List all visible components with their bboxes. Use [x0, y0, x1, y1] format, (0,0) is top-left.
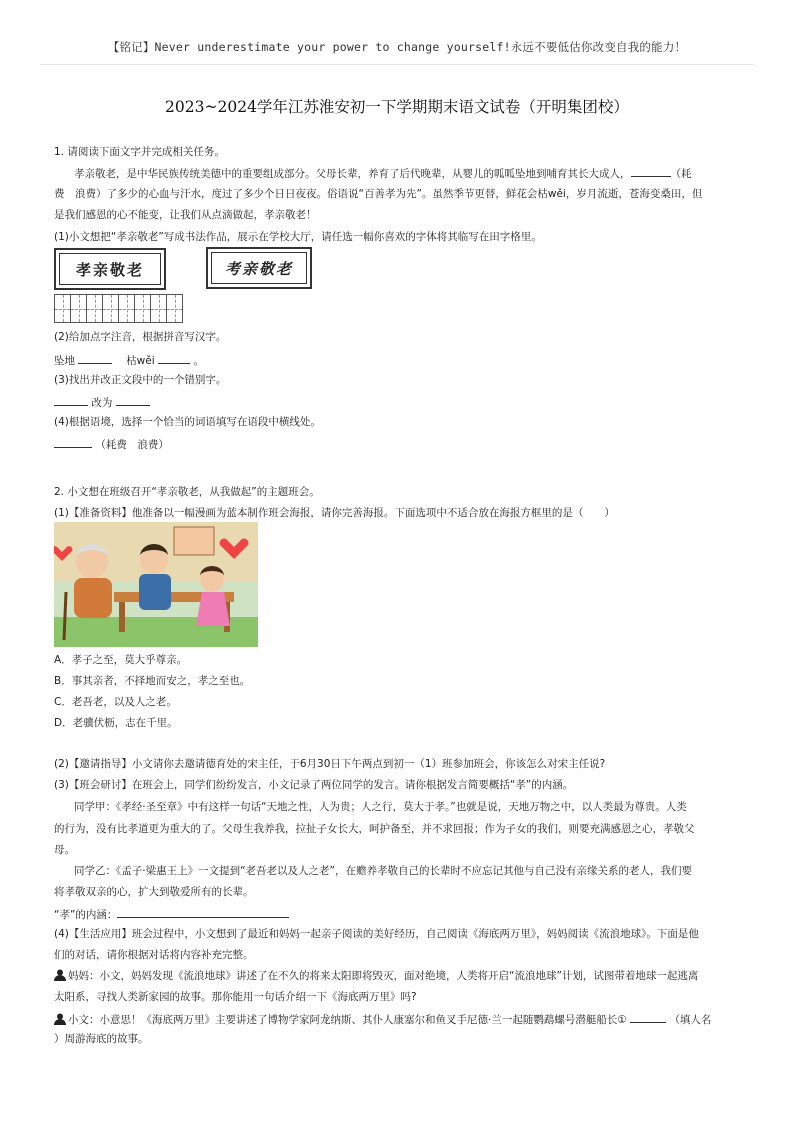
q2-option-d[interactable]: D．老骥伏枥，志在千里。: [54, 717, 178, 729]
q2-neihan: “孝”的内涵：: [54, 906, 289, 922]
family-cartoon-illustration: [54, 522, 258, 647]
q2-option-a[interactable]: A．孝子之至，莫大乎尊亲。: [54, 654, 188, 666]
dialogue-mom: 太阳系，寻找人类新家园的故事。那你能用一句话介绍一下《海底两万里》吗?: [54, 991, 417, 1003]
q1-paragraph-line: 孝亲敬老，是中华民族传统美德中的重要组成部分。父母长辈，养育了后代晚辈，从婴儿的呱呱坠地到哺育其长大成人， （耗: [74, 165, 692, 181]
q2-sub4: (4)【生活应用】班会过程中，小文想到了最近和妈妈一起亲子阅读的美好经历，自己阅读《海底两万里》，妈妈阅读《流浪地球》。下面是他: [54, 928, 699, 940]
q2-speech-jia: 同学甲：《孝经·圣至章》中有这样一句话“天地之性，人为贵；人之行，莫大于孝。”也就是说，天地万物之中，以人类最为尊贵。人类: [74, 801, 687, 813]
q1-sub2: (2)给加点字注音，根据拼音写汉字。: [54, 331, 227, 343]
calligraphy-sample-1: 孝亲敬老: [54, 248, 166, 290]
answer-blank[interactable]: [54, 394, 88, 406]
answer-blank[interactable]: [54, 436, 92, 448]
dialogue-wen: ）周游海底的故事。: [54, 1033, 149, 1045]
answer-blank[interactable]: [631, 165, 671, 177]
q1-paragraph-line: 是我们感恩的心不能变，让我们从点滴做起，孝亲敬老！: [54, 209, 317, 221]
answer-blank[interactable]: [116, 394, 150, 406]
q1-sub4: (4)根据语境，选择一个恰当的词语填写在语段中横线处。: [54, 416, 321, 428]
user-icon: [54, 1013, 66, 1025]
q1-heading: 1. 请阅读下面文字并完成相关任务。: [54, 146, 225, 158]
q1-sub2-items: 坠地 枯wěi 。: [54, 352, 204, 368]
q1-sub3: (3)找出并改正文段中的一个错别字。: [54, 374, 227, 386]
q2-sub2: (2)【邀请指导】小文请你去邀请德育处的宋主任，于6月30日下午两点到初一（1）班参加班会，你该怎么对宋主任说?: [54, 758, 606, 770]
q2-sub1: (1)【准备资料】他准备以一幅漫画为蓝本制作班会海报，请你完善海报。下面选项中不适合放在海报方框里的是（ ）: [54, 507, 615, 519]
q1-paragraph-line: 费 浪费）了多少的心血与汗水，度过了多少个日日夜夜。俗语说“百善孝为先”。虽然季节更替，鲜花会枯wěi，岁月流逝，苍海变桑田，但: [54, 188, 703, 200]
q2-speech-jia: 母。: [54, 844, 75, 856]
q2-speech-yi: 将孝敬双亲的心，扩大到敬爱所有的长辈。: [54, 886, 254, 898]
q2-sub3: (3)【班会研讨】在班会上，同学们纷纷发言，小文记录了两位同学的发言。请你根据发言简要概括“孝”的内涵。: [54, 779, 574, 791]
dialogue-wen: 小文：小意思！《海底两万里》主要讲述了博物学家阿龙纳斯、其仆人康塞尔和鱼叉手尼德·兰一起随鹦鹉螺号潜艇船长① （填人名: [54, 1011, 711, 1027]
answer-blank[interactable]: [158, 352, 190, 364]
user-icon: [54, 969, 66, 981]
calligraphy-sample-2: 考亲敬老: [206, 247, 312, 289]
page-title: 2023~2024学年江苏淮安初一下学期期末语文试卷（开明集团校）: [165, 98, 629, 116]
dialogue-mom: 妈妈：小文，妈妈发现《流浪地球》讲述了在不久的将来太阳即将毁灭，面对绝境，人类将开启“流浪地球”计划，试图带着地球一起逃离: [54, 969, 698, 983]
q2-option-b[interactable]: B．事其亲者，不择地而安之，孝之至也。: [54, 675, 251, 687]
q2-heading: 2. 小文想在班级召开“孝亲敬老，从我做起”的主题班会。: [54, 486, 320, 498]
header-divider: [40, 64, 754, 65]
header-motto: 【铭记】Never underestimate your power to change yourself!永远不要低估你改变自我的能力！: [107, 40, 687, 54]
answer-blank[interactable]: [117, 906, 289, 918]
tianzige-grid[interactable]: [54, 294, 183, 323]
q2-sub4: 们的对话，请你根据对话将内容补充完整。: [54, 949, 254, 961]
q1-sub3-answer: 改为: [54, 394, 150, 410]
q2-speech-yi: 同学乙：《孟子·梁惠王上》一文提到“老吾老以及人之老”，在赡养孝敬自己的长辈时不应忘记其他与自己没有亲缘关系的老人，我们要: [74, 865, 692, 877]
answer-blank[interactable]: [630, 1011, 666, 1023]
answer-blank[interactable]: [78, 352, 112, 364]
q2-option-c[interactable]: C．老吾老，以及人之老。: [54, 696, 177, 708]
q2-speech-jia: 的行为，没有比孝道更为重大的了。父母生我养我，拉扯子女长大，呵护备至，并不求回报；作为子女的我们，则要充满感恩之心，孝敬父: [54, 823, 695, 835]
q1-sub4-answer: （耗费 浪费）: [54, 436, 169, 452]
q1-sub1: (1)小文想把“孝亲敬老”写成书法作品，展示在学校大厅，请任选一幅你喜欢的字体将其临写在田字格里。: [54, 231, 542, 243]
